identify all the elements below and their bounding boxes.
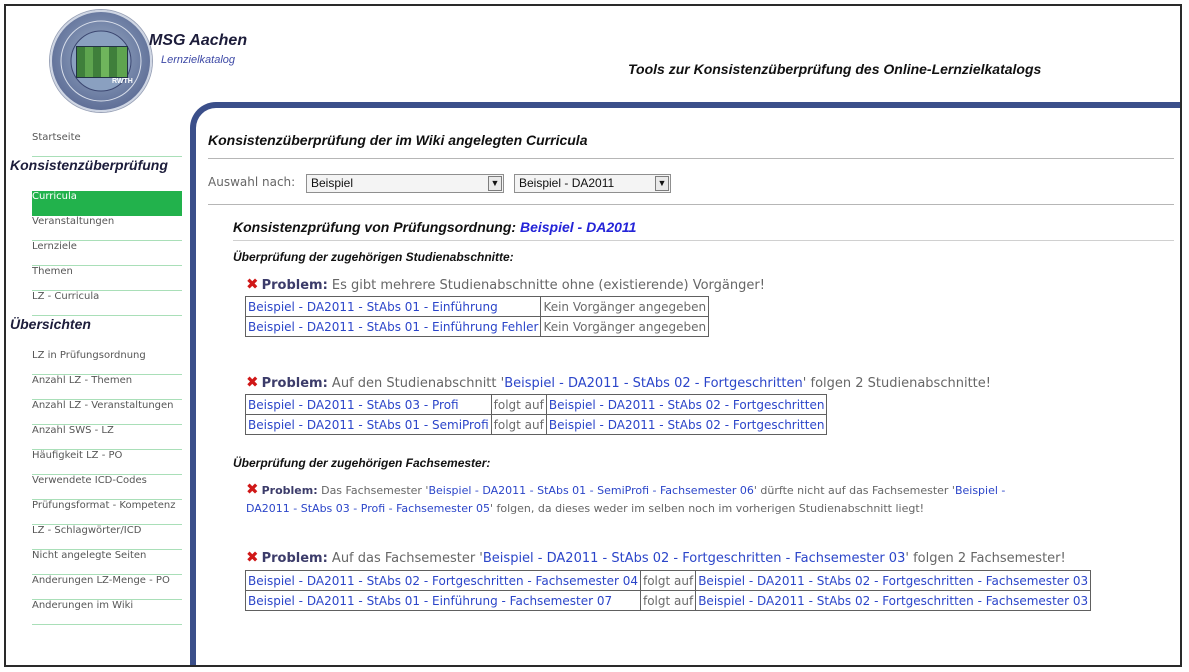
problem-3 (246, 480, 1016, 518)
table-cell: folgt auf (491, 395, 546, 415)
problem-4-table (245, 570, 1091, 611)
table-cell-link[interactable]: Beispiel - DA2011 - StAbs 01 - SemiProfi (246, 415, 492, 435)
sidebar-group-konsistenz: Konsistenzüberprüfung (10, 157, 168, 173)
sidebar-group-uebersichten: Übersichten (10, 316, 91, 332)
sidebar-item-anzahl-sws-lz[interactable]: Anzahl SWS - LZ (32, 425, 182, 450)
table-cell-link[interactable]: Beispiel - DA2011 - StAbs 03 - Profi (246, 395, 492, 415)
sidebar-item-lz-schlagwörter-icd[interactable]: LZ - Schlagwörter/ICD (32, 525, 182, 550)
problem-4 (246, 548, 1066, 566)
table-cell-link[interactable]: Beispiel - DA2011 - StAbs 01 - Einführung Fehler (246, 317, 541, 337)
problem-1 (246, 275, 765, 293)
sidebar-item-änderungen-im-wiki[interactable]: Änderungen im Wiki (32, 600, 182, 625)
table-row (246, 317, 709, 337)
table-row (246, 571, 1091, 591)
table-cell-link[interactable]: Beispiel - DA2011 - StAbs 01 - Einführung (246, 297, 541, 317)
problem-4-text-after: ' folgen 2 Fachsemester! (905, 551, 1066, 566)
problem-3-text-after: ' folgen, da dieses weder im selben noch im vorherigen Studienabschnitt liegt! (489, 502, 925, 515)
problem-label: Problem: (261, 278, 328, 293)
studienabschnitte-heading: Überprüfung der zugehörigen Studienabschnitte: (233, 250, 514, 264)
msg-aachen-logo[interactable] (50, 10, 152, 112)
page-frame (4, 4, 1182, 667)
problem-2 (246, 373, 991, 391)
content-panel (190, 102, 1182, 667)
main-content (196, 108, 1176, 667)
page-subtitle: Tools zur Konsistenzüberprüfung des Online-Lernzielkatalogs (628, 61, 1042, 77)
logo-rwth-text: RWTH (112, 78, 133, 85)
brand-title: MSG Aachen (149, 32, 248, 49)
problem-3-link-1[interactable]: Beispiel - DA2011 - StAbs 01 - SemiProfi - Fachsemester 06 (428, 484, 754, 497)
close-x-icon: ✖ (246, 275, 259, 293)
table-row (246, 395, 827, 415)
table-row (246, 591, 1091, 611)
close-x-icon: ✖ (246, 480, 259, 498)
table-cell-link[interactable]: Beispiel - DA2011 - StAbs 01 - Einführung - Fachsemester 07 (246, 591, 641, 611)
divider (208, 158, 1174, 159)
problem-3-text-before: Das Fachsemester ' (321, 484, 429, 497)
problem-4-text-before: Auf das Fachsemester ' (331, 551, 483, 566)
problem-2-text-after: ' folgen 2 Studienabschnitte! (802, 376, 991, 391)
table-row (246, 297, 709, 317)
select-category-value: Beispiel (311, 176, 354, 190)
problem-4-link[interactable]: Beispiel - DA2011 - StAbs 02 - Fortgeschritten - Fachsemester 03 (482, 551, 906, 566)
sidebar-item-lernziele[interactable]: Lernziele (32, 241, 182, 266)
close-x-icon: ✖ (246, 373, 259, 391)
section-title: Konsistenzüberprüfung der im Wiki angelegten Curricula (208, 132, 588, 148)
sidebar-item-verwendete-icd-codes[interactable]: Verwendete ICD-Codes (32, 475, 182, 500)
sidebar-item-curricula[interactable]: Curricula (32, 191, 182, 216)
table-cell-link[interactable]: Beispiel - DA2011 - StAbs 02 - Fortgeschritten (546, 395, 827, 415)
chevron-down-icon[interactable]: ▼ (488, 176, 502, 191)
logo-building-graphic (76, 46, 128, 78)
problem-label: Problem: (261, 376, 328, 391)
sidebar-item-anzahl-lz-themen[interactable]: Anzahl LZ - Themen (32, 375, 182, 400)
table-cell-link[interactable]: Beispiel - DA2011 - StAbs 02 - Fortgeschritten - Fachsemester 03 (696, 591, 1091, 611)
sidebar-item-änderungen-lz-menge-po[interactable]: Änderungen LZ-Menge - PO (32, 575, 182, 600)
close-x-icon: ✖ (246, 548, 259, 566)
brand-subtitle: Lernzielkatalog (161, 54, 235, 66)
table-cell: folgt auf (491, 415, 546, 435)
problem-3-link-2[interactable]: Beispiel - DA2011 - StAbs 03 - Profi - Fachsemester 05 (246, 484, 1006, 515)
table-cell: Kein Vorgänger angegeben (541, 297, 709, 317)
sidebar-group-uebersichten-list (6, 350, 192, 625)
problem-2-text-before: Auf den Studienabschnitt ' (331, 376, 505, 391)
filter-label: Auswahl nach: (208, 175, 296, 189)
table-cell-link[interactable]: Beispiel - DA2011 - StAbs 02 - Fortgeschritten (546, 415, 827, 435)
sidebar-item-nicht-angelegte-seiten[interactable]: Nicht angelegte Seiten (32, 550, 182, 575)
table-cell: Kein Vorgänger angegeben (541, 317, 709, 337)
problem-3-text-middle: ' dürfte nicht auf das Fachsemester ' (753, 484, 955, 497)
sidebar-item-startseite[interactable]: Startseite (32, 132, 182, 157)
table-cell-link[interactable]: Beispiel - DA2011 - StAbs 02 - Fortgeschritten - Fachsemester 04 (246, 571, 641, 591)
po-title-prefix: Konsistenzprüfung von Prüfungsordnung: (233, 219, 517, 235)
problem-label: Problem: (261, 484, 318, 497)
problem-label: Problem: (261, 551, 328, 566)
problem-2-link[interactable]: Beispiel - DA2011 - StAbs 02 - Fortgeschritten (504, 376, 803, 391)
sidebar-group-konsistenz-list (6, 191, 192, 316)
divider (233, 240, 1174, 241)
select-pruefungsordnung[interactable] (514, 174, 671, 193)
problem-2-table (245, 394, 827, 435)
table-cell: folgt auf (640, 571, 695, 591)
sidebar-item-themen[interactable]: Themen (32, 266, 182, 291)
sidebar-item-veranstaltungen[interactable]: Veranstaltungen (32, 216, 182, 241)
header (6, 6, 1180, 116)
sidebar-item-anzahl-lz-veranstaltungen[interactable]: Anzahl LZ - Veranstaltungen (32, 400, 182, 425)
po-title (233, 219, 636, 235)
sidebar-item-lz-curricula[interactable]: LZ - Curricula (32, 291, 182, 316)
problem-1-text: Es gibt mehrere Studienabschnitte ohne (existierende) Vorgänger! (331, 278, 765, 293)
divider (208, 204, 1174, 205)
table-row (246, 415, 827, 435)
sidebar-item-prüfungsformat-kompetenz[interactable]: Prüfungsformat - Kompetenz (32, 500, 182, 525)
fachsemester-heading: Überprüfung der zugehörigen Fachsemester: (233, 456, 491, 470)
sidebar (6, 116, 192, 667)
select-category[interactable] (306, 174, 504, 193)
table-cell-link[interactable]: Beispiel - DA2011 - StAbs 02 - Fortgeschritten - Fachsemester 03 (696, 571, 1091, 591)
chevron-down-icon[interactable]: ▼ (655, 176, 669, 191)
sidebar-item-häufigkeit-lz-po[interactable]: Häufigkeit LZ - PO (32, 450, 182, 475)
sidebar-item-lz-in-prüfungsordnung[interactable]: LZ in Prüfungsordnung (32, 350, 182, 375)
po-name-link[interactable]: Beispiel - DA2011 (519, 219, 637, 235)
select-pruefungsordnung-value: Beispiel - DA2011 (519, 176, 615, 190)
table-cell: folgt auf (640, 591, 695, 611)
problem-1-table (245, 296, 709, 337)
